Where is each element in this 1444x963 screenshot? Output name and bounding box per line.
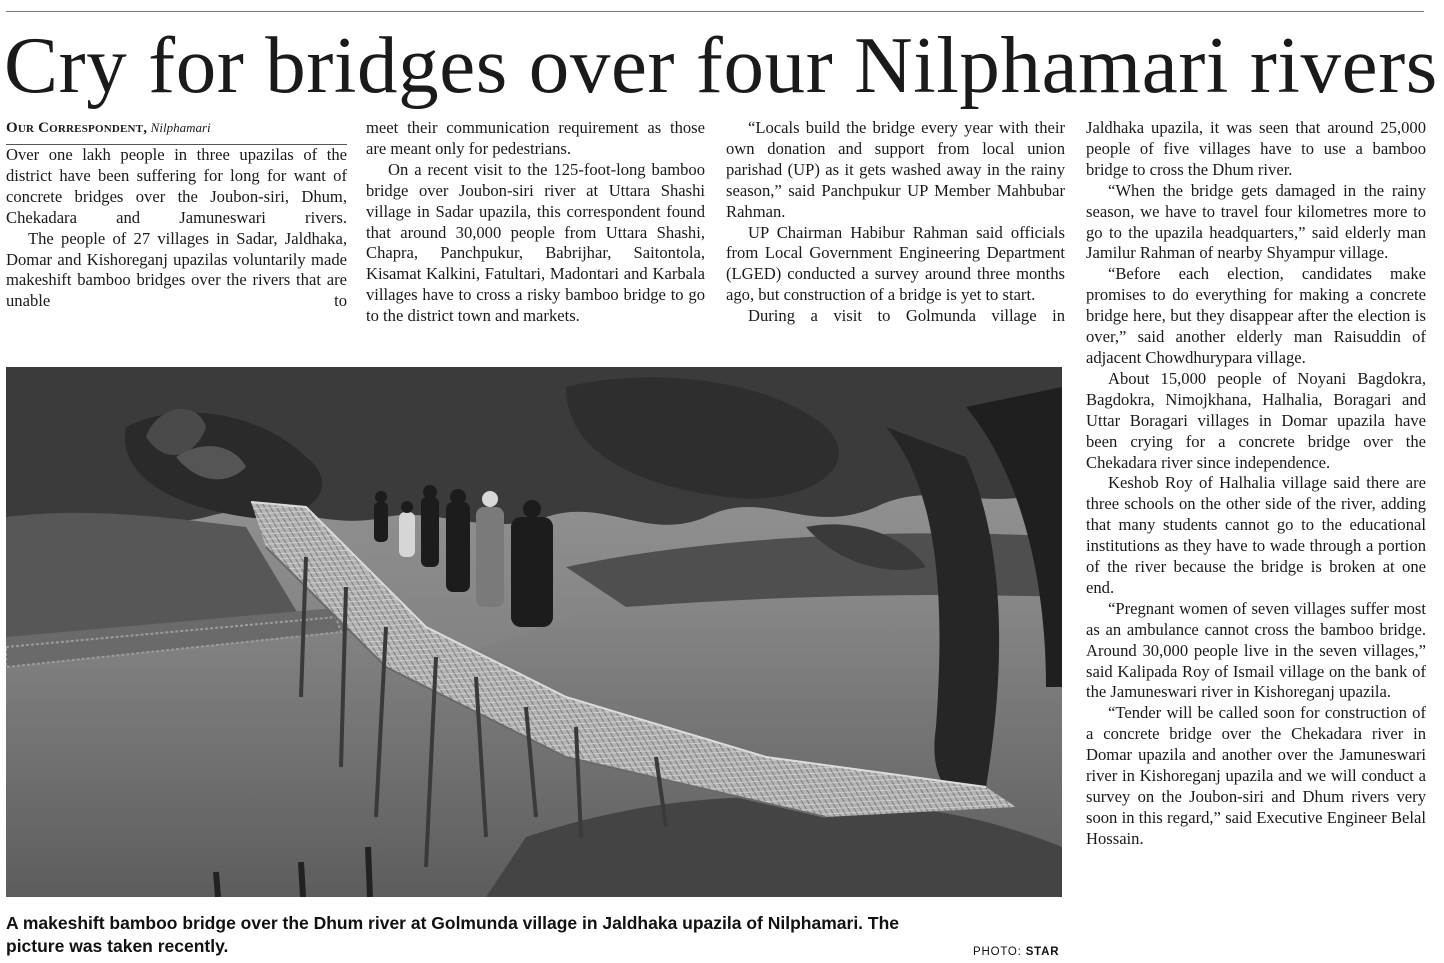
paragraph: During a visit to Golmunda village in <box>748 306 1065 326</box>
article-column-3 <box>726 118 1065 327</box>
article-column-1 <box>6 118 347 312</box>
paragraph: The people of 27 villages in Sadar, Jaldhaka, Domar and Kishoreganj upazilas voluntarily made makeshift bamboo bridges over the rivers that are unable to <box>6 228 347 311</box>
paragraph: “Pregnant women of seven villages suffer most as an ambulance cannot cross the bamboo bridge. Around 30,000 people live in the seven villages,” said Kalipada Roy of Ismail village on the bank of the Jamuneswari river in Kishoreganj upazila. <box>1086 598 1426 702</box>
headline: Cry for bridges over four Nilphamari rivers <box>4 20 1438 110</box>
paragraph: On a recent visit to the 125-foot-long bamboo bridge over Joubon-siri river at Uttara Shashi village in Sadar upazila, this correspondent found that around 30,000 people from Uttara Shashi, Chapra, Panchpukur, Babrijhar, Saitontola, Kisamat Kalkini, Fatultari, Madontari and Karbala villages have to cross a risky bamboo bridge to go to the district town and markets. <box>366 159 705 326</box>
paragraph: meet their communication requirement as those are meant only for pedestrians. <box>366 118 705 158</box>
paragraph: “Before each election, candidates make promises to do everything for making a concrete bridge here, but they disappear after the election is over,” said another elderly man Raisuddin of adjacent Chowdhurypara village. <box>1086 264 1426 367</box>
photo-caption: A makeshift bamboo bridge over the Dhum river at Golmunda village in Jaldhaka upazila of Nilphamari. The picture was taken recently. <box>6 913 900 956</box>
photo-credit-label: PHOTO: <box>973 946 1022 958</box>
paragraph: “Locals build the bridge every year with their own donation and support from local union parishad (UP) as it gets washed away in the rainy season,” said Panchpukur UP Member Mahbubar Rahman. <box>726 118 1065 221</box>
byline-location: Nilphamari <box>150 120 211 135</box>
paragraph: Over one lakh people in three upazilas of the district have been suffering for long for want of concrete bridges over the Joubon-siri, Dhum, Chekadara and Jamuneswari rivers. <box>6 145 347 227</box>
byline <box>6 118 347 145</box>
article-column-2 <box>366 118 705 327</box>
paragraph: Keshob Roy of Halhalia village said there are three schools on the other side of the river, adding that many students cannot go to the educational institutions as they have to wade through a portion of the river because the bridge is broken at one end. <box>1086 473 1426 597</box>
paragraph: Jaldhaka upazila, it was seen that around 25,000 people of five villages have to use a bamboo bridge to cross the Dhum river. <box>1086 118 1426 179</box>
paragraph: “When the bridge gets damaged in the rainy season, we have to travel four kilometres more to go to the upazila headquarters,” said elderly man Jamilur Rahman of nearby Shyampur village. <box>1086 180 1426 263</box>
paragraph: “Tender will be called soon for construction of a concrete bridge over the Chekadara river in Domar upazila and another over the Jamuneswari river in Kishoreganj upazila and we will conduct a survey on the Joubon-siri and Dhum rivers very soon in this regard,” said Executive Engineer Belal Hossain. <box>1086 703 1426 848</box>
photo-credit <box>973 946 1059 958</box>
bamboo-bridge-photo <box>6 367 1062 897</box>
top-rule <box>6 11 1424 12</box>
article-column-4 <box>1086 118 1426 850</box>
byline-name: Our Correspondent, <box>6 120 148 136</box>
paragraph: UP Chairman Habibur Rahman said officials from Local Government Engineering Department (LGED) conducted a survey around three months ago, but construction of a bridge is yet to start. <box>726 222 1065 305</box>
paragraph: About 15,000 people of Noyani Bagdokra, Bagdokra, Nimojkhana, Halhalia, Boragari and Uttar Boragari villages in Domar upazila have been crying for a concrete bridge over the Chekadara river since independence. <box>1086 368 1426 472</box>
photo-credit-source: STAR <box>1025 946 1060 958</box>
